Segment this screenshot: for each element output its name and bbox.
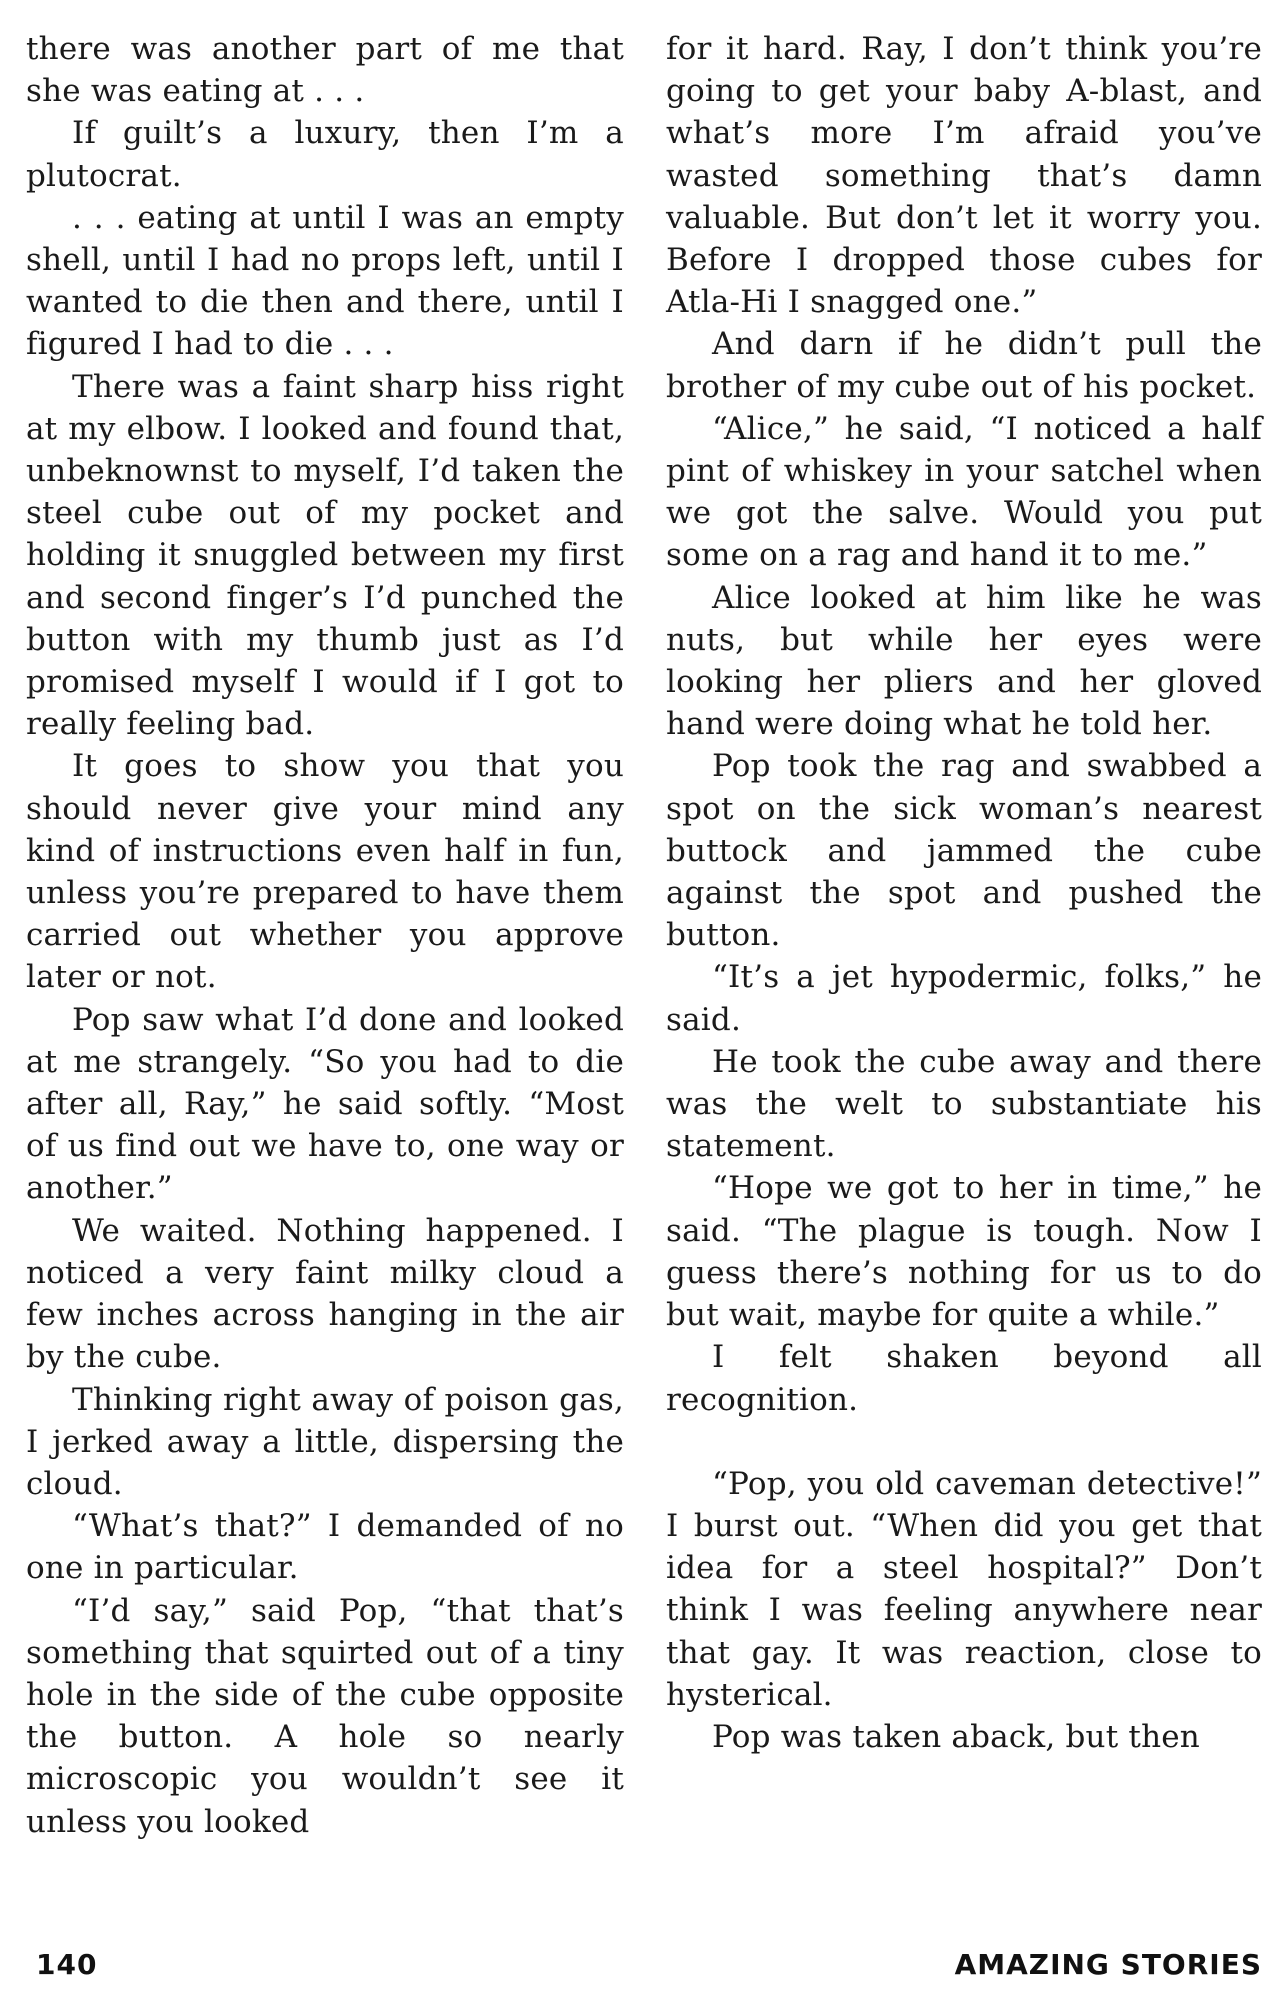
paragraph: Pop was taken aback, but then xyxy=(712,1718,1200,1755)
left-text-column xyxy=(26,28,624,1843)
paragraph: Thinking right away of poison gas, I jerked away a little, dispersing the cloud. xyxy=(26,1381,624,1502)
paragraph: If guilt’s a luxury, then I’m a plutocrat. xyxy=(26,115,624,194)
paragraph: There was a faint sharp hiss right at my elbow. I looked and found that, unbeknownst to myself, I’d taken the steel cube out of my pocket and holding it snuggled between my first and second finger’s I’d punched the button with my thumb just as I’d promised myself I would if I got to really feeling bad. xyxy=(26,368,624,743)
paragraph: We waited. Nothing happened. I noticed a very faint milky cloud a few inches across hanging in the air by the cube. xyxy=(26,1212,624,1376)
right-text-column xyxy=(666,28,1262,1758)
paragraph: Pop saw what I’d done and looked at me strangely. “So you had to die after all, Ray,” he said softly. “Most of us find out we have to, one way or another.” xyxy=(26,1001,624,1207)
paragraph: He took the cube away and there was the welt to substantiate his statement. xyxy=(666,1043,1262,1165)
paragraph: I felt shaken beyond all recognition. xyxy=(666,1339,1262,1418)
paragraph: Pop took the rag and swabbed a spot on the sick woman’s nearest buttock and jammed the cube against the spot and pushed the button. xyxy=(666,748,1262,954)
paragraph: there was another part of me that she was eating at . . . xyxy=(26,31,624,110)
paragraph: “What’s that?” I demanded of no one in particular. xyxy=(26,1508,624,1587)
page-number: 140 xyxy=(36,1948,98,1981)
paragraph: “I’d say,” said Pop, “that that’s something that squirted out of a tiny hole in the side of the cube opposite the button. A hole so nearly microscopic you wouldn’t see it unless you looked xyxy=(26,1592,624,1840)
paragraph: “Alice,” he said, “I noticed a half pint of whiskey in your satchel when we got the salve. Would you put some on a rag and hand it to me.” xyxy=(666,410,1262,574)
paragraph: “Hope we got to her in time,” he said. “The plague is tough. Now I guess there’s nothing for us to do but wait, maybe for quite a while.” xyxy=(666,1170,1262,1334)
paragraph: And darn if he didn’t pull the brother of my cube out of his pocket. xyxy=(666,326,1262,405)
paragraph: Alice looked at him like he was nuts, but while her eyes were looking her pliers and her gloved hand were doing what he told her. xyxy=(666,579,1262,743)
paragraph: It goes to show you that you should never give your mind any kind of instructions even half in fun, unless you’re prepared to have them carried out whether you approve later or not. xyxy=(26,748,624,996)
page-footer xyxy=(26,1948,1262,1992)
paragraph: “Pop, you old caveman detective!” I burst out. “When did you get that idea for a steel hospital?” Don’t think I was feeling anywhere near that gay. It was reaction, close to hysterical. xyxy=(666,1465,1262,1713)
paragraph: “It’s a jet hypodermic, folks,” he said. xyxy=(666,959,1262,1038)
paragraph: . . . eating at until I was an empty shell, until I had no props left, until I wanted to die then and there, until I figured I had to die . . . xyxy=(26,199,624,363)
paragraph: for it hard. Ray, I don’t think you’re going to get your baby A-blast, and what’s more I’m afraid you’ve wasted something that’s damn valuable. But don’t let it worry you. Before I dropped those cubes for Atla-Hi I snagged one.” xyxy=(666,31,1262,321)
magazine-title: AMAZING STORIES xyxy=(954,1948,1262,1981)
